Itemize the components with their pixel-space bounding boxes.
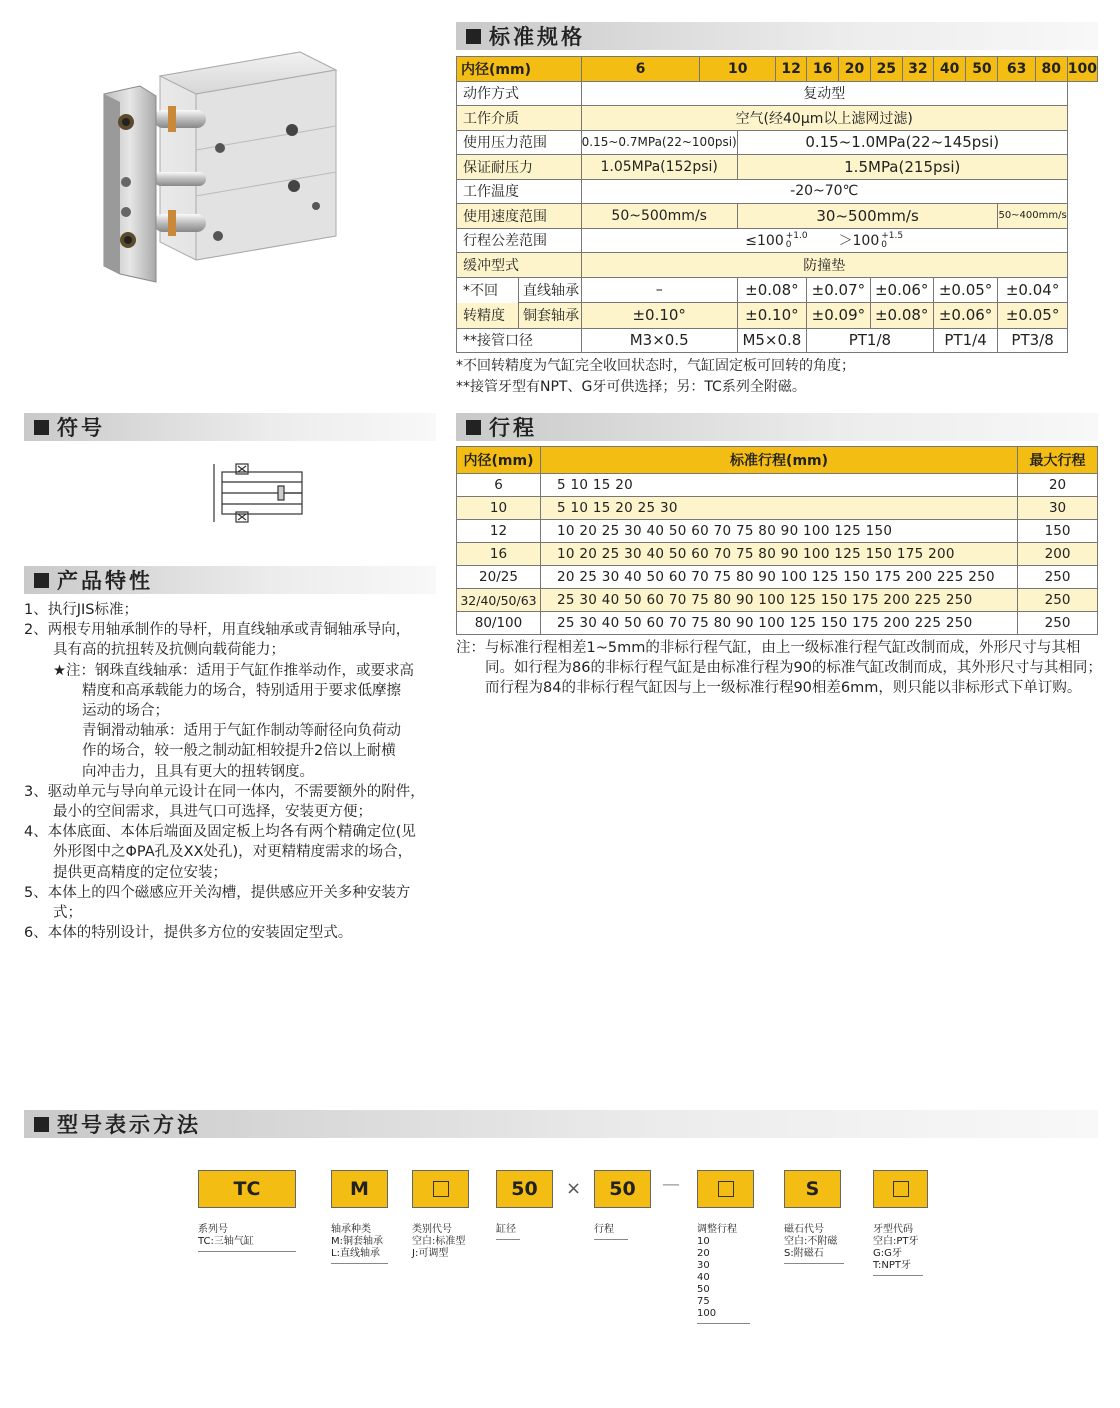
stroke-section-header (456, 413, 1098, 441)
caption-line: 空白:PT牙 (873, 1236, 919, 1247)
section-bullet-icon (34, 1117, 49, 1132)
feature-line: ★注：钢珠直线轴承：适用于气缸作推举动作，或要求高 (24, 662, 414, 679)
spec-value: 0.15~0.7MPa(22~100psi) (581, 130, 737, 155)
spec-value: ±0.08° (737, 277, 806, 303)
caption-bearing (331, 1224, 388, 1264)
section-title: 符号 (57, 416, 105, 440)
caption-stroke (594, 1224, 628, 1240)
section-title: 行程 (489, 416, 537, 440)
stroke-table (456, 446, 1098, 635)
spec-value: ±0.06° (933, 303, 998, 329)
spec-row-label: 动作方式 (457, 81, 582, 106)
caption-magnet (784, 1224, 844, 1264)
spec-value: 1.05MPa(152psi) (581, 155, 737, 180)
caption-title: 调整行程 (697, 1224, 737, 1235)
spec-header-cell: 10 (700, 57, 776, 82)
feature-line: 青铜滑动轴承：适用于气缸作制动等耐径向负荷动 (24, 723, 401, 740)
spec-value: M3×0.5 (581, 328, 737, 353)
tol-sup: +1.5 (881, 231, 904, 242)
strokes-cell: 10 20 25 30 40 50 60 70 75 80 90 100 125 150 (540, 520, 1017, 543)
spec-section-header (456, 22, 1098, 50)
spec-value (581, 228, 1067, 253)
caption-thread (873, 1224, 923, 1276)
max-cell: 250 (1018, 589, 1098, 612)
strokes-cell: 25 30 40 50 60 70 75 80 90 100 125 150 175 200 225 250 (540, 612, 1017, 635)
stroke-note-text: 注：与标准行程相差1~5mm的非标行程气缸，由上一级标准行程气缸改制而成，外形尺寸与其相同。如行程为86的非标行程气缸是由标准行程为90的标准气缸改制而成，其外形尺寸与其相同；而行程为84的非标行程气缸因与上一级标准行程90相差6mm，则只能以非标形式下单订购。 (456, 640, 1102, 696)
caption-line: L:直线轴承 (331, 1248, 380, 1259)
caption-title: 系列号 (198, 1224, 228, 1235)
spec-note: *不回转精度为气缸完全收回状态时，气缸固定板可回转的角度； (456, 358, 855, 374)
code-box-type (412, 1170, 469, 1208)
feature-line: 外形图中之ΦPA孔及XX处孔)，对更精精度需求的场合， (24, 844, 413, 861)
spec-value: ±0.09° (807, 303, 871, 329)
stroke-header-row (457, 447, 1098, 474)
spec-row (457, 328, 1098, 353)
rotation-accuracy-label (457, 277, 582, 328)
feature-line: 3、驱动单元与导向单元设计在同一体内，不需要额外的附件， (24, 783, 425, 800)
spec-value: 30~500mm/s (737, 204, 998, 229)
spec-value: 50~500mm/s (581, 204, 737, 229)
feature-line: 2、两根专用轴承制作的导杆，用直线轴承或青铜轴承导向， (24, 622, 411, 639)
caption-title: 类别代号 (412, 1224, 452, 1235)
caption-line: T:NPT牙 (873, 1260, 911, 1271)
spec-table (456, 56, 1098, 353)
section-bullet-icon (466, 420, 481, 435)
max-cell: 250 (1018, 612, 1098, 635)
spec-header-cell: 32 (902, 57, 933, 82)
model-code-diagram (0, 1160, 1120, 1400)
spec-row (457, 204, 1098, 229)
table-row (457, 566, 1098, 589)
x-separator: × (566, 1178, 582, 1199)
caption-line: 40 (697, 1272, 710, 1283)
caption-line: J:可调型 (412, 1248, 449, 1259)
max-cell: 20 (1018, 474, 1098, 497)
spec-row (457, 81, 1098, 106)
max-cell: 250 (1018, 566, 1098, 589)
section-bullet-icon (34, 420, 49, 435)
stroke-header-cell: 最大行程 (1018, 447, 1098, 474)
max-cell: 150 (1018, 520, 1098, 543)
strokes-cell: 25 30 40 50 60 70 75 80 90 100 125 150 175 200 225 250 (540, 589, 1017, 612)
product-image (100, 46, 350, 286)
features-section-header (24, 566, 436, 594)
caption-title: 行程 (594, 1224, 614, 1235)
spec-row-label: 使用压力范围 (457, 130, 582, 155)
feature-line: 作的场合，较一般之制动缸相较提升2倍以上耐横 (24, 743, 396, 760)
caption-line: 空白:标准型 (412, 1236, 466, 1247)
bronze-bearing-label: 铜套轴承 (519, 303, 581, 328)
spec-row-label: 使用速度范围 (457, 204, 582, 229)
spec-value: ±0.07° (807, 277, 871, 303)
spec-header-cell: 50 (966, 57, 998, 82)
spec-header-cell: 40 (933, 57, 966, 82)
code-box-thread (873, 1170, 928, 1208)
blank-square-icon (893, 1181, 909, 1197)
table-row (457, 543, 1098, 566)
feature-line: 向冲击力，且具有更大的扭转钢度。 (24, 763, 314, 780)
caption-line: 75 (697, 1296, 710, 1307)
feature-line: 式； (24, 905, 82, 922)
section-title: 型号表示方法 (57, 1113, 201, 1137)
spec-header-cell: 6 (581, 57, 700, 82)
dash-separator: — (662, 1174, 680, 1195)
spec-header-cell: 12 (776, 57, 807, 82)
spec-value: -20~70℃ (581, 179, 1067, 204)
pneumatic-symbol (208, 462, 312, 524)
spec-row-label: 缓冲型式 (457, 253, 582, 278)
spec-value: ±0.08° (870, 303, 933, 329)
table-row (457, 520, 1098, 543)
model-section-header (24, 1110, 1098, 1138)
spec-value: ±0.06° (870, 277, 933, 303)
spec-value: ±0.10° (581, 303, 737, 329)
spec-value: M5×0.8 (737, 328, 806, 353)
caption-series (198, 1224, 296, 1252)
spec-row-label: 行程公差范围 (457, 228, 582, 253)
stroke-header-cell: 标准行程(mm) (540, 447, 1017, 474)
tol-base: ＞100 (838, 233, 880, 250)
spec-row (457, 277, 1098, 303)
caption-title: 牙型代码 (873, 1224, 913, 1235)
stroke-header-cell: 内径(mm) (457, 447, 541, 474)
section-bullet-icon (466, 29, 481, 44)
code-box-magnet: S (784, 1170, 841, 1208)
symbol-section-header (24, 413, 436, 441)
spec-row (457, 130, 1098, 155)
caption-line: TC:三轴气缸 (198, 1236, 254, 1247)
bore-cell: 6 (457, 474, 541, 497)
code-box-bore: 50 (496, 1170, 553, 1208)
spec-value: – (581, 277, 737, 303)
spec-row (457, 253, 1098, 278)
tolerance-a (745, 233, 807, 249)
table-row (457, 474, 1098, 497)
caption-line: 20 (697, 1248, 710, 1259)
spec-value: 50~400mm/s (998, 204, 1067, 229)
caption-type (412, 1224, 472, 1263)
spec-header-cell: 80 (1035, 57, 1067, 82)
spec-row-label: 工作温度 (457, 179, 582, 204)
section-bullet-icon (34, 573, 49, 588)
linear-bearing-label: 直线轴承 (519, 278, 581, 304)
caption-title: 轴承种类 (331, 1224, 371, 1235)
caption-line: 30 (697, 1260, 710, 1271)
spec-value: PT3/8 (998, 328, 1067, 353)
tol-sub: 0 (785, 240, 792, 251)
blank-square-icon (433, 1181, 449, 1197)
bore-cell: 80/100 (457, 612, 541, 635)
feature-line: 最小的空间需求，具进气口可选择，安装更方便； (24, 804, 372, 821)
feature-line: 具有高的抗扭转及抗侧向载荷能力； (24, 642, 285, 659)
feature-line: 1、执行JIS标准； (24, 602, 138, 618)
spec-header-cell: 100 (1067, 57, 1097, 82)
spec-row (457, 106, 1098, 131)
code-box-adjust (697, 1170, 754, 1208)
code-box-series: TC (198, 1170, 296, 1208)
table-row (457, 497, 1098, 520)
feature-line: 5、本体上的四个磁感应开关沟槽，提供感应开关多种安装方 (24, 884, 411, 901)
spec-row (457, 179, 1098, 204)
spec-header-cell: 16 (807, 57, 839, 82)
spec-header-cell: 63 (998, 57, 1035, 82)
bore-cell: 20/25 (457, 566, 541, 589)
caption-line: 空白:不附磁 (784, 1236, 838, 1247)
spec-row (457, 155, 1098, 180)
code-box-bearing: M (331, 1170, 388, 1208)
rot-label-part: *不回 (463, 283, 498, 299)
spec-value: PT1/4 (933, 328, 998, 353)
caption-line: 10 (697, 1236, 710, 1247)
caption-title: 磁石代号 (784, 1224, 824, 1235)
caption-line: G:G牙 (873, 1248, 902, 1259)
feature-line: 提供更高精度的定位安装； (24, 864, 227, 881)
table-row (457, 612, 1098, 635)
caption-title: 缸径 (496, 1224, 516, 1235)
spec-value: ±0.04° (998, 277, 1067, 303)
feature-line: 4、本体底面、本体后端面及固定板上均各有两个精确定位(见 (24, 824, 416, 841)
spec-value: 复动型 (581, 81, 1067, 106)
spec-value: ±0.10° (737, 303, 806, 329)
caption-line: S:附磁石 (784, 1248, 824, 1259)
tol-sup: +1.0 (785, 231, 808, 242)
caption-line: 50 (697, 1284, 710, 1295)
spec-value: 防撞垫 (581, 253, 1067, 278)
spec-header-cell: 20 (839, 57, 870, 82)
spec-value: ±0.05° (998, 303, 1067, 329)
section-title: 标准规格 (489, 25, 585, 49)
section-title: 产品特性 (57, 569, 153, 593)
max-cell: 30 (1018, 497, 1098, 520)
bore-cell: 16 (457, 543, 541, 566)
spec-value: PT1/8 (807, 328, 934, 353)
spec-value: 0.15~1.0MPa(22~145psi) (737, 130, 1067, 155)
bore-cell: 32/40/50/63 (457, 589, 541, 612)
features-list (24, 600, 449, 943)
spec-value: 1.5MPa(215psi) (737, 155, 1067, 180)
caption-adjust (697, 1224, 750, 1324)
spec-value: 空气(经40μm以上滤网过滤) (581, 106, 1067, 131)
spec-header-row (457, 57, 1098, 82)
code-box-stroke: 50 (594, 1170, 651, 1208)
spec-value: ±0.05° (933, 277, 998, 303)
tol-base: ≤100 (745, 233, 784, 250)
spec-note: **接管牙型有NPT、G牙可供选择；另：TC系列全附磁。 (456, 379, 806, 395)
feature-line: 6、本体的特别设计，提供多方位的安装固定型式。 (24, 925, 353, 942)
caption-line: 100 (697, 1308, 717, 1319)
spec-row-label: 保证耐压力 (457, 155, 582, 180)
strokes-cell: 20 25 30 40 50 60 70 75 80 90 100 125 150 175 200 225 250 (540, 566, 1017, 589)
spec-row (457, 228, 1098, 253)
feature-line: 运动的场合； (24, 703, 169, 720)
strokes-cell: 5 10 15 20 (540, 474, 1017, 497)
bore-cell: 10 (457, 497, 541, 520)
caption-bore (496, 1224, 520, 1240)
strokes-cell: 10 20 25 30 40 50 60 70 75 80 90 100 125 150 175 200 (540, 543, 1017, 566)
feature-line: 精度和高承载能力的场合，特别适用于要求低摩擦 (24, 682, 401, 699)
table-row (457, 589, 1098, 612)
spec-header-cell: 内径(mm) (457, 57, 582, 82)
blank-square-icon (718, 1181, 734, 1197)
caption-line: M:铜套轴承 (331, 1236, 383, 1247)
strokes-cell: 5 10 15 20 25 30 (540, 497, 1017, 520)
tolerance-b (839, 233, 904, 249)
bore-cell: 12 (457, 520, 541, 543)
spec-row-label: 工作介质 (457, 106, 582, 131)
spec-notes (456, 356, 855, 398)
rot-label-part: 转精度 (463, 308, 505, 324)
spec-row-label: **接管口径 (457, 328, 582, 353)
spec-header-cell: 25 (870, 57, 902, 82)
max-cell: 200 (1018, 543, 1098, 566)
tol-sub: 0 (881, 240, 887, 251)
stroke-note (456, 638, 1106, 698)
